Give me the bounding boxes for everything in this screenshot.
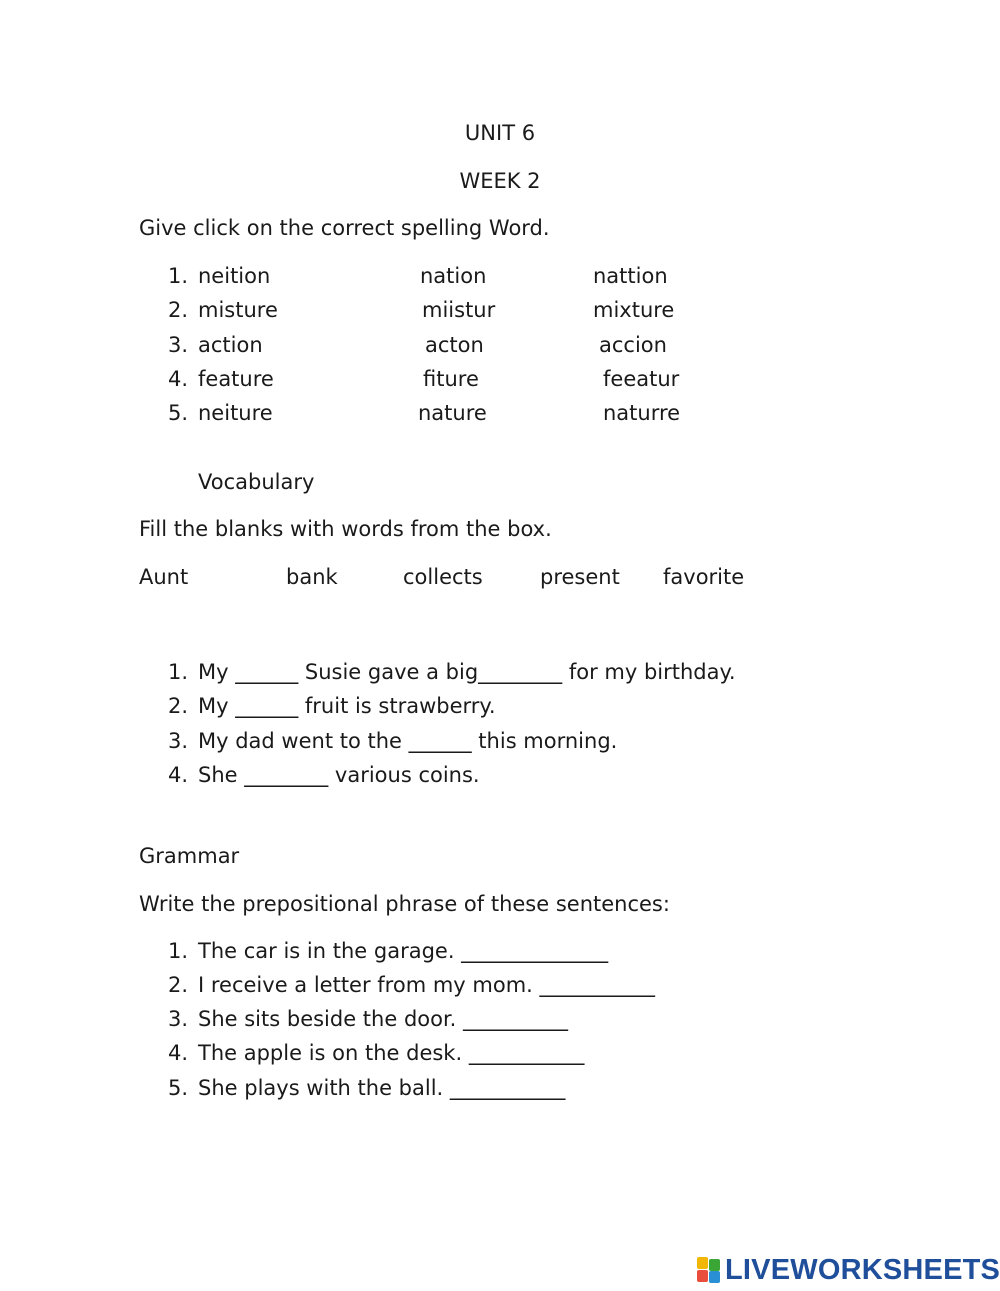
spelling-option[interactable]: nature bbox=[418, 401, 487, 425]
grammar-sentence[interactable]: She sits beside the door. __________ bbox=[198, 1007, 569, 1031]
word-box-item: bank bbox=[286, 565, 338, 589]
liveworksheets-logo bbox=[697, 1253, 1000, 1286]
grammar-sentence[interactable]: The car is in the garage. ______________ bbox=[198, 939, 609, 963]
spelling-option[interactable]: acton bbox=[425, 333, 484, 357]
spelling-option[interactable]: miistur bbox=[422, 298, 496, 322]
grammar-item-number: 3. bbox=[168, 1007, 189, 1031]
vocabulary-sentence[interactable]: My ______ Susie gave a big________ for my birthday. bbox=[198, 660, 736, 684]
spelling-instruction: Give click on the correct spelling Word. bbox=[139, 216, 550, 240]
grammar-sentence[interactable]: She plays with the ball. ___________ bbox=[198, 1076, 566, 1100]
spelling-item-number: 1. bbox=[168, 264, 189, 288]
spelling-option[interactable]: feature bbox=[198, 367, 274, 391]
vocabulary-sentence[interactable]: She ________ various coins. bbox=[198, 763, 480, 787]
grammar-item-number: 4. bbox=[168, 1041, 189, 1065]
spelling-item-number: 4. bbox=[168, 367, 189, 391]
grammar-item-number: 5. bbox=[168, 1076, 189, 1100]
spelling-item-number: 2. bbox=[168, 298, 189, 322]
spelling-option[interactable]: nation bbox=[420, 264, 487, 288]
vocabulary-item-number: 1. bbox=[168, 660, 189, 684]
liveworksheets-brand: LIVEWORKSHEETS bbox=[725, 1253, 1000, 1286]
spelling-option[interactable]: nattion bbox=[593, 264, 668, 288]
spelling-option[interactable]: mixture bbox=[593, 298, 675, 322]
spelling-option[interactable]: fiture bbox=[423, 367, 479, 391]
grammar-heading: Grammar bbox=[139, 844, 240, 868]
vocabulary-sentence[interactable]: My ______ fruit is strawberry. bbox=[198, 694, 496, 718]
word-box-item: collects bbox=[403, 565, 483, 589]
spelling-option[interactable]: neition bbox=[198, 264, 271, 288]
liveworksheets-logo-icon bbox=[697, 1257, 721, 1283]
grammar-item-number: 2. bbox=[168, 973, 189, 997]
spelling-item-number: 3. bbox=[168, 333, 189, 357]
grammar-item-number: 1. bbox=[168, 939, 189, 963]
grammar-sentence[interactable]: The apple is on the desk. ___________ bbox=[198, 1041, 585, 1065]
spelling-option[interactable]: action bbox=[198, 333, 263, 357]
vocabulary-item-number: 4. bbox=[168, 763, 189, 787]
word-box-item: Aunt bbox=[139, 565, 189, 589]
vocabulary-instruction: Fill the blanks with words from the box. bbox=[139, 517, 552, 541]
spelling-option[interactable]: feeatur bbox=[603, 367, 680, 391]
vocabulary-sentence[interactable]: My dad went to the ______ this morning. bbox=[198, 729, 618, 753]
vocabulary-item-number: 2. bbox=[168, 694, 189, 718]
word-box-item: favorite bbox=[663, 565, 745, 589]
unit-title: UNIT 6 bbox=[464, 121, 536, 145]
word-box-item: present bbox=[540, 565, 620, 589]
spelling-option[interactable]: naturre bbox=[603, 401, 681, 425]
vocabulary-item-number: 3. bbox=[168, 729, 189, 753]
spelling-item-number: 5. bbox=[168, 401, 189, 425]
spelling-option[interactable]: accion bbox=[599, 333, 667, 357]
spelling-option[interactable]: misture bbox=[198, 298, 278, 322]
grammar-instruction: Write the prepositional phrase of these sentences: bbox=[139, 892, 670, 916]
week-title: WEEK 2 bbox=[459, 169, 541, 193]
vocabulary-heading: Vocabulary bbox=[198, 470, 315, 494]
spelling-option[interactable]: neiture bbox=[198, 401, 273, 425]
grammar-sentence[interactable]: I receive a letter from my mom. ___________ bbox=[198, 973, 655, 997]
